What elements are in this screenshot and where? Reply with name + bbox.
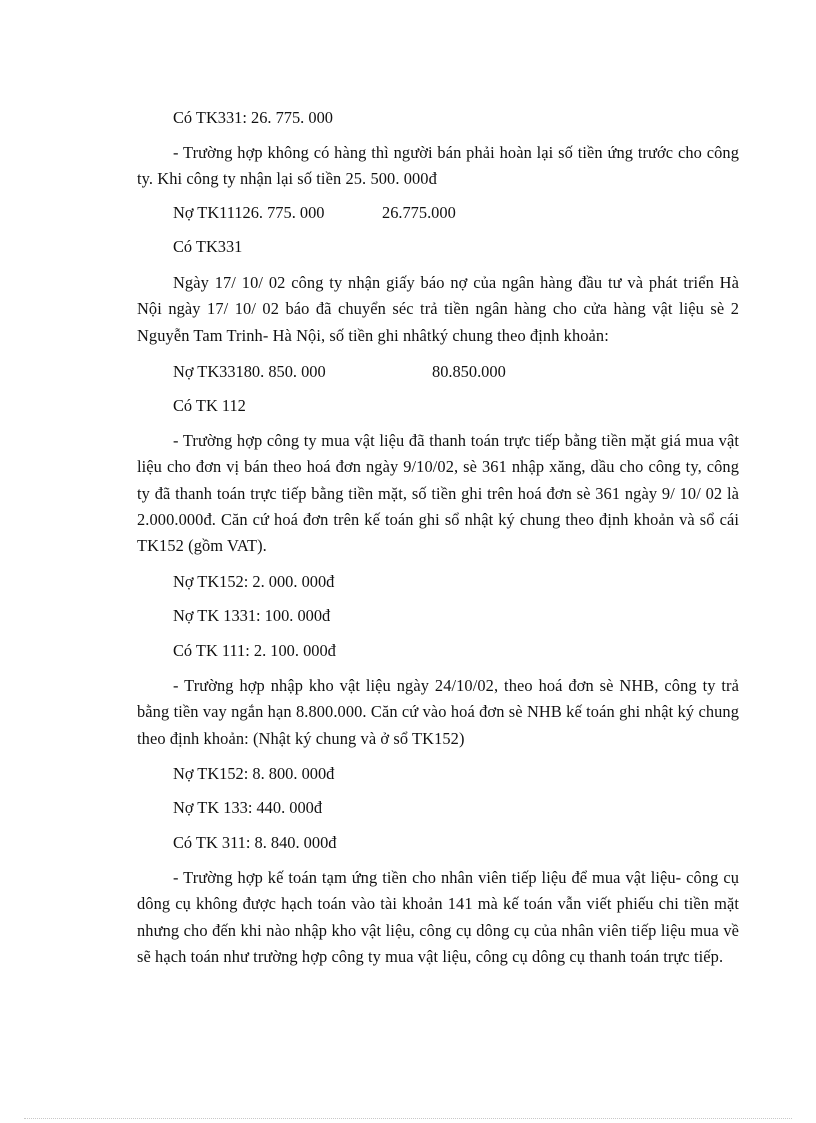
entry-credit-311: Có TK 311: 8. 840. 000đ — [173, 833, 337, 852]
entry-debit-1112: Nợ TK11126. 775. 000 — [173, 203, 325, 222]
paragraph-short-term-loan: - Trường hợp nhập kho vật liệu ngày 24/10/02, theo hoá đơn sè NHB, công ty trả bằng tiền vay ngắn hạn 8.800.000. Căn cứ vào hoá đơn sè NHB kế toán ghi nhật ký chung theo định khoản: (Nhật ký chung và ở sổ TK152) — [137, 676, 739, 748]
page-bottom-divider — [24, 1118, 792, 1119]
entry-credit-331-b: Có TK331 — [173, 237, 243, 256]
entry-debit-331: Nợ TK33180. 850. 000 — [173, 362, 326, 381]
entry-debit-152: Nợ TK152: 2. 000. 000đ — [173, 572, 335, 591]
entry-credit-111: Có TK 111: 2. 100. 000đ — [173, 641, 336, 660]
entry-credit-112: Có TK 112 — [173, 396, 246, 415]
paragraph-advance-payment: - Trường hợp kế toán tạm ứng tiền cho nhân viên tiếp liệu để mua vật liệu- công cụ dông cụ không được hạch toán vào tài khoản 141 mà kế toán vẫn viết phiếu chi tiền mặt nhưng cho đến khi nào nhập kho vật liệu, công cụ dông cụ của nhân viên tiếp liệu mua về sẽ hạch toán như trường hợp công ty mua vật liệu, công cụ dông cụ thanh toán trực tiếp. — [137, 868, 739, 966]
entry-amount-331: 80.850.000 — [432, 362, 506, 381]
entry-credit-331: Có TK331: 26. 775. 000 — [173, 108, 333, 127]
entry-debit-133: Nợ TK 133: 440. 000đ — [173, 798, 323, 817]
entry-amount-1112: 26.775.000 — [382, 203, 456, 222]
paragraph-cash-purchase: - Trường hợp công ty mua vật liệu đã thanh toán trực tiếp bằng tiền mặt giá mua vật liệu cho đơn vị bán theo hoá đơn ngày 9/10/02, sè 361 nhập xăng, dầu cho công ty, công ty đã thanh toán trực tiếp bằng tiền mặt, số tiền ghi trên hoá đơn sè 361 ngày 9/ 10/ 02 là 2.000.000đ. Căn cứ hoá đơn trên kế toán ghi sổ nhật ký chung theo định khoản và sổ cái TK152 (gồm VAT). — [137, 431, 739, 556]
entry-debit-152-b: Nợ TK152: 8. 800. 000đ — [173, 764, 335, 783]
entry-debit-1331: Nợ TK 1331: 100. 000đ — [173, 606, 331, 625]
paragraph-bank-debit-note: Ngày 17/ 10/ 02 công ty nhận giấy báo nợ của ngân hàng đầu tư và phát triển Hà Nội ngày 17/ 10/ 02 báo đã chuyển séc trả tiền ngân hàng cho cửa hàng vật liệu sè 2 Nguyễn Tam Trinh- Hà Nội, số tiền ghi nhâtký chung theo định khoản: — [137, 273, 739, 345]
paragraph-refund: - Trường hợp không có hàng thì người bán phải hoàn lại số tiền ứng trước cho công ty. Khi công ty nhận lại số tiền 25. 500. 000đ — [137, 143, 739, 189]
